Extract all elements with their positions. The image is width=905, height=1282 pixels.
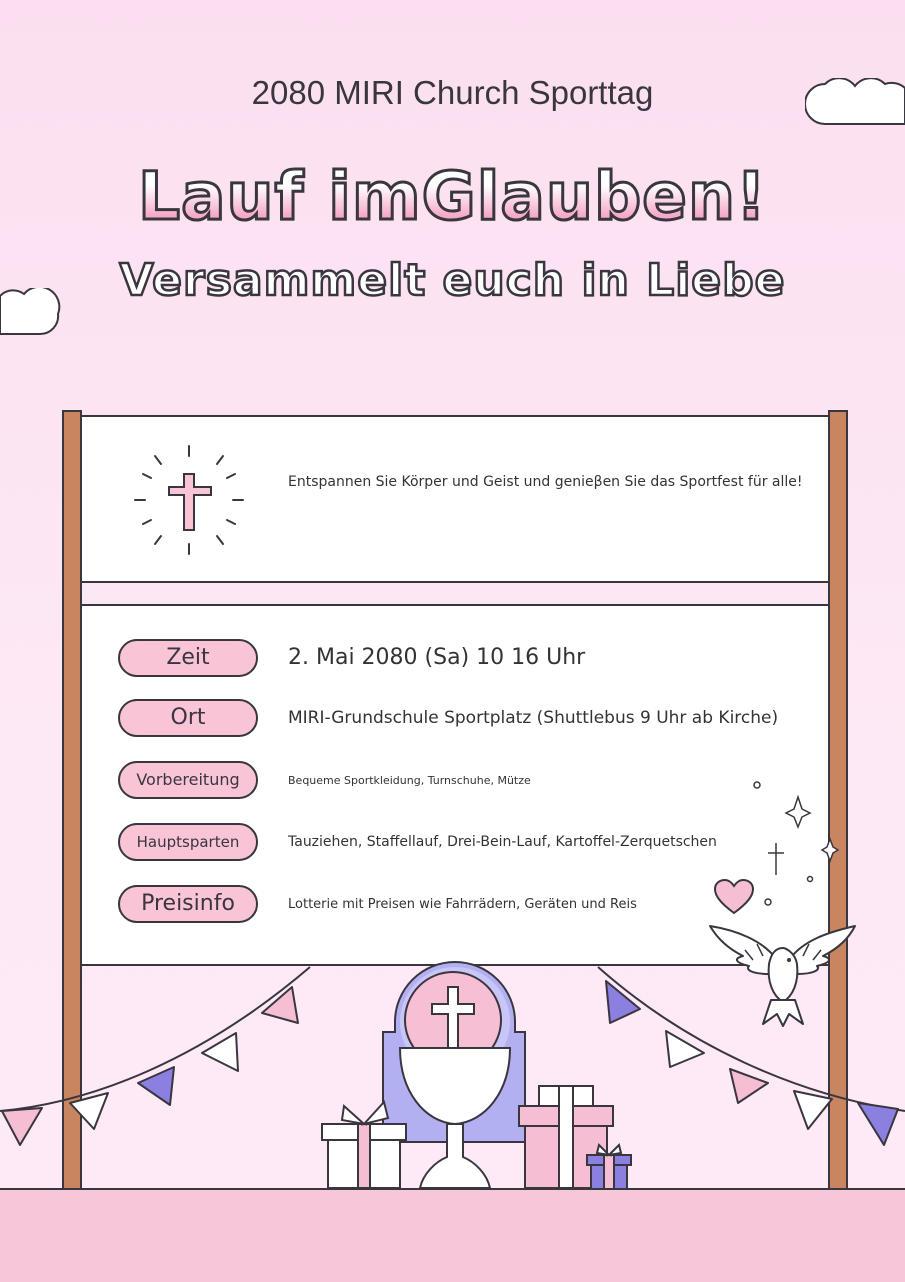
badge-preisinfo: Preisinfo: [118, 885, 258, 923]
heart-icon: [713, 878, 755, 916]
info-preisinfo: Lotterie mit Preisen wie Fahrrädern, Geräten und Reis: [288, 897, 637, 912]
intro-text: Entspannen Sie Körper und Geist und genieβen Sie das Sportfest für alle!: [288, 474, 803, 490]
info-zeit: 2. Mai 2080 (Sa) 10 16 Uhr: [288, 645, 586, 670]
info-hauptsparten: Tauziehen, Staffellauf, Drei-Bein-Lauf, Kartoffel-Zerquetschen: [288, 834, 717, 850]
sub-headline: Versammelt euch in Liebe: [119, 255, 786, 306]
bunting-flags-right: [596, 965, 905, 1155]
badge-zeit: Zeit: [118, 639, 258, 677]
badge-hauptsparten: Hauptsparten: [118, 823, 258, 861]
info-ort: MIRI-Grundschule Sportplatz (Shuttlebus 9 Uhr ab Kirche): [288, 708, 779, 728]
ground: [0, 1188, 905, 1282]
event-title: 2080 MIRI Church Sporttag: [251, 74, 654, 111]
main-headline: Lauf imGlauben!: [0, 158, 905, 235]
bunting-flags-left: [0, 965, 312, 1155]
sparkle-icon: [740, 775, 845, 915]
badge-ort: Ort: [118, 699, 258, 737]
info-vorbereitung: Bequeme Sportkleidung, Turnschuhe, Mütze: [288, 774, 531, 787]
cross-icon: [133, 444, 245, 556]
gift-icon-white: [318, 1098, 410, 1190]
badge-vorbereitung: Vorbereitung: [118, 761, 258, 799]
